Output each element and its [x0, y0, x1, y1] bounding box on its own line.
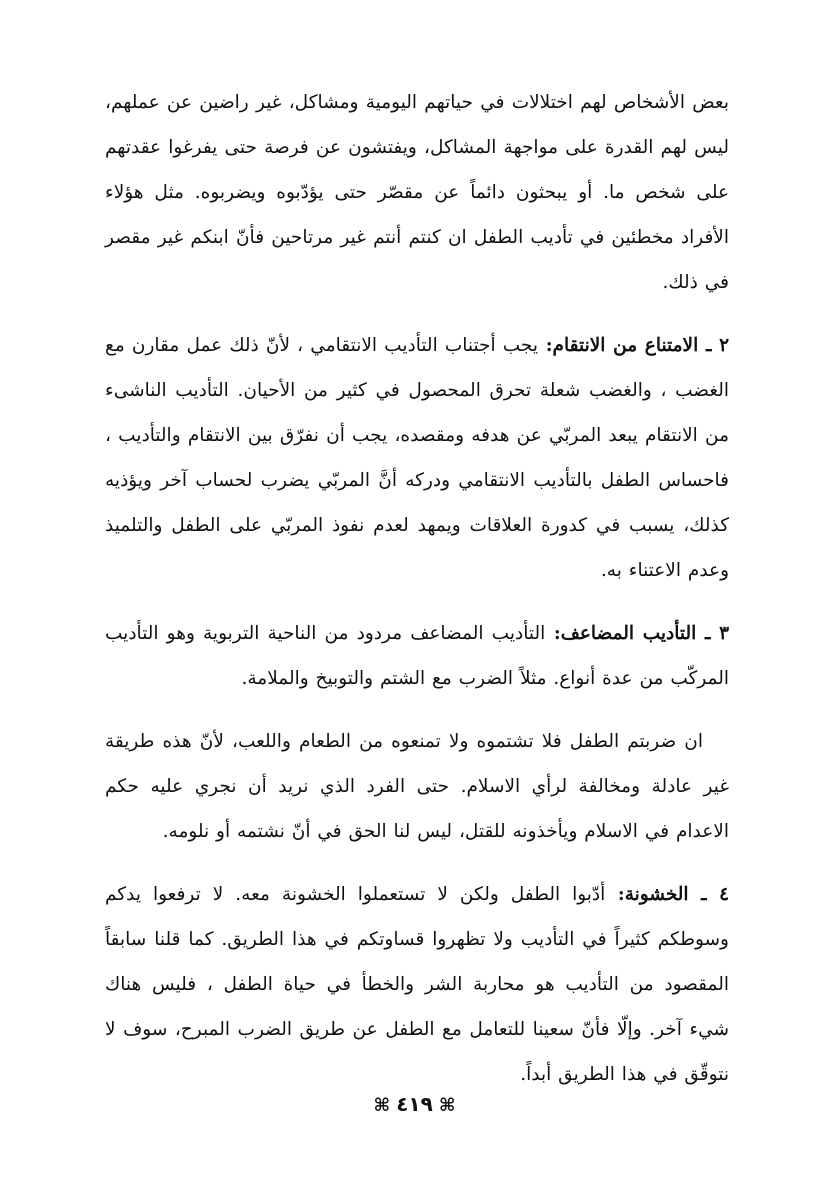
paragraph-1-text: بعض الأشخاص لهم اختلالات في حياتهم اليومية ومشاكل، غير راضين عن عملهم، ليس لهم القدرة على مواجهة المشاكل، ويفتشون عن فرصة حتى يفرغوا عقدتهم على شخص ما. أو يبحثون دائماً عن مقصّر حتى يؤدّبوه ويضربوه. مثل هؤلاء الأفراد مخطئين في تأديب الطفل ان كنتم أنتم غير مرتاحين فأنّ ابنكم غير مقصر في ذلك.	[105, 92, 729, 293]
ornament-right-icon: ⌘	[438, 1095, 456, 1116]
paragraph-3-number: ٣ ـ	[696, 623, 729, 644]
paragraph-4	[105, 719, 729, 854]
paragraph-5	[105, 872, 729, 1097]
paragraph-3-text: التأديب المضاعف مردود من الناحية التربوية وهو التأديب المركّب من عدة أنواع. مثلاً الضرب مع الشتم والتوبيخ والملامة.	[105, 623, 729, 689]
paragraph-1	[105, 80, 729, 305]
ornament-left-icon: ⌘	[373, 1095, 391, 1116]
paragraph-2	[105, 323, 729, 593]
paragraph-5-number: ٤ ـ	[688, 884, 729, 905]
paragraph-5-heading: الخشونة:	[605, 884, 689, 905]
document-page	[105, 80, 729, 1115]
paragraph-2-number: ٢ ـ	[698, 335, 729, 356]
paragraph-3	[105, 611, 729, 701]
paragraph-4-text: ان ضربتم الطفل فلا تشتموه ولا تمنعوه من الطعام واللعب، لأنّ هذه طريقة غير عادلة ومخالفة لرأي الاسلام. حتى الفرد الذي نريد أن نجري عليه حكم الاعدام في الاسلام ويأخذونه للقتل، ليس لنا الحق في أنّ نشتمه أو نلومه.	[105, 731, 729, 842]
paragraph-5-text: أدّبوا الطفل ولكن لا تستعملوا الخشونة معه. لا ترفعوا يدكم وسوطكم كثيراً في التأديب ولا تظهروا قساوتكم في هذا الطريق. كما قلنا سابقاً المقصود من التأديب هو محاربة الشر والخطأ في حياة الطفل ، فليس هناك شيء آخر. وإلّا فأنّ سعينا للتعامل مع الطفل عن طريق الضرب المبرح، سوف لا نتوقّق في هذا الطريق أبداً.	[105, 884, 729, 1085]
page-footer	[0, 1092, 829, 1116]
page-number: ٤١٩	[396, 1092, 433, 1116]
paragraph-2-heading: الامتناع من الانتقام:	[538, 335, 699, 356]
paragraph-2-text: يجب أجتناب التأديب الانتقامي ، لأنّ ذلك عمل مقارن مع الغضب ، والغضب شعلة تحرق المحصول في كثير من الأحيان. التأديب الناشىء من الانتقام يبعد المربّي عن هدفه ومقصده، يجب أن نفرّق بين الانتقام والتأديب ، فاحساس الطفل بالتأديب الانتقامي ودركه أنَّ المربّي يضرب لحساب آخر ويؤذيه كذلك، يسبب في كدورة العلاقات ويمهد لعدم نفوذ المربّي على الطفل والتلميذ وعدم الاعتناء به.	[105, 335, 729, 581]
paragraph-3-heading: التأديب المضاعف:	[545, 623, 697, 644]
